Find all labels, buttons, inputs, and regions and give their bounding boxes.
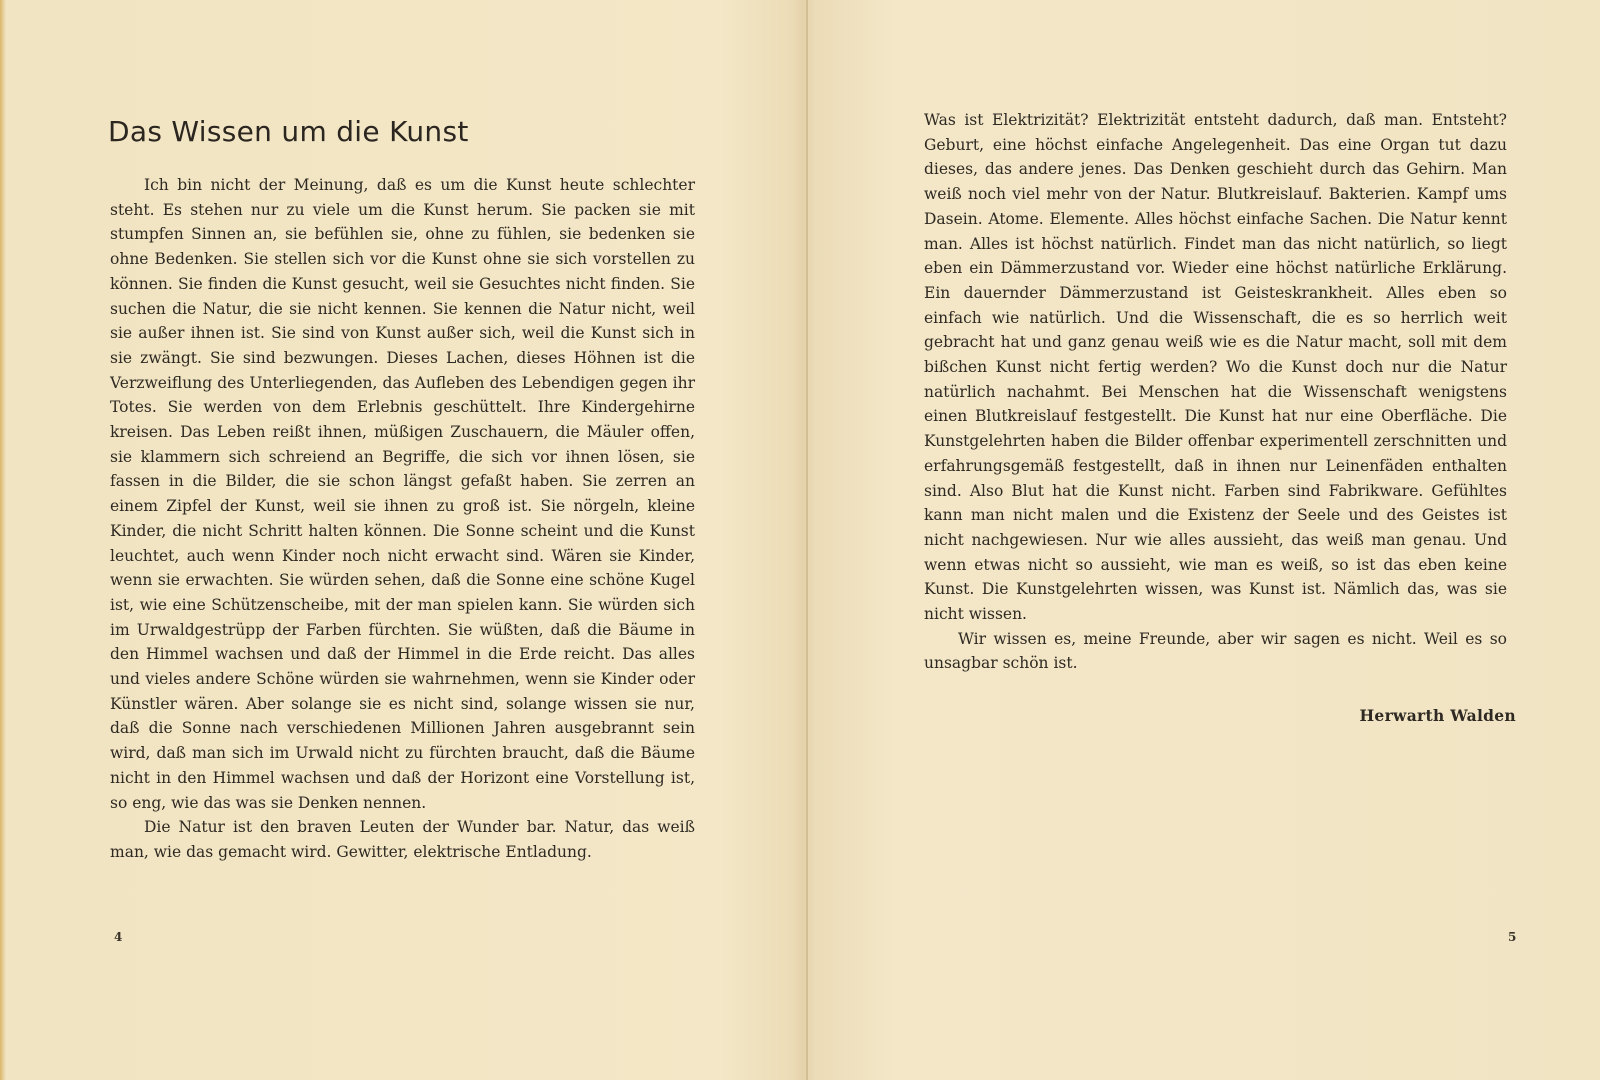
paragraph: Wir wissen es, meine Freunde, aber wir sagen es nicht. Weil es so unsagbar schön ist.: [924, 629, 1507, 673]
paragraph: Die Natur ist den braven Leuten der Wunder bar. Natur, das weiß man, wie das gemacht wird. Gewitter, elektrische Entladung.: [110, 818, 695, 861]
page-title: Das Wissen um die Kunst: [108, 115, 469, 148]
left-page-text: [110, 173, 695, 865]
author-signature: Herwarth Walden: [1359, 706, 1516, 725]
page-number-left: 4: [114, 930, 123, 944]
page-number-right: 5: [1508, 930, 1517, 944]
paragraph: Ich bin nicht der Meinung, daß es um die Kunst heute schlechter steht. Es stehen nur zu viele um die Kunst herum. Sie packen sie mit stumpfen Sinnen an, sie befühlen sie, ohne zu fühlen, sie bedenken sie ohne Bedenken. Sie stellen sich vor die Kunst ohne sie sich vorstellen zu können. Sie finden die Kunst gesucht, weil sie Gesuchtes nicht finden. Sie suchen die Natur, die sie nicht kennen. Sie kennen die Natur nicht, weil sie außer ihnen ist. Sie sind von Kunst außer sich, weil die Kunst sich in sie zwängt. Sie sind bezwungen. Dieses Lachen, dieses Höhnen ist die Verzweiflung des Unterliegenden, das Aufleben des Lebendigen gegen ihr Totes. Sie werden von dem Erlebnis geschüttelt. Ihre Kindergehirne kreisen. Das Leben reißt ihnen, müßigen Zuschauern, die Mäuler offen, sie klammern sich schreiend an Begriffe, die sich vor ihnen lösen, sie fassen in die Bilder, die sie schon längst gefaßt haben. Sie zerren an einem Zipfel der Kunst, weil sie ihnen zu groß ist. Sie nörgeln, kleine Kinder, die nicht Schritt halten können. Die Sonne scheint und die Kunst leuchtet, auch wenn Kinder noch nicht erwacht sind. Wären sie Kinder, wenn sie erwachten. Sie würden sehen, daß die Sonne eine schöne Kugel ist, wie eine Schützenscheibe, mit der man spielen kann. Sie würden sich im Urwaldgestrüpp der Farben fürchten. Sie wüßten, daß die Bäume in den Himmel wachsen und daß der Himmel in die Erde reicht. Das alles und vieles andere Schöne würden sie wahrnehmen, wenn sie Kinder oder Künstler wären. Aber solange sie es nicht sind, solange wissen sie nur, daß die Sonne nach verschiedenen Millionen Jahren ausgebrannt sein wird, daß man sich im Urwald nicht zu fürchten braucht, daß die Bäume nicht in den Himmel wachsen und daß der Horizont eine Vorstellung ist, so eng, wie das was sie Denken nennen.: [110, 176, 695, 812]
paragraph: Was ist Elektrizität? Elektrizität entsteht dadurch, daß man. Entsteht? Geburt, eine höchst einfache Angelegenheit. Das eine Organ tut dazu dieses, das andere jenes. Das Denken geschieht durch das Gehirn. Man weiß noch viel mehr von der Natur. Blutkreislauf. Bakterien. Kampf ums Dasein. Atome. Elemente. Alles höchst einfache Sachen. Die Natur kennt man. Alles ist höchst natürlich. Findet man das nicht natürlich, so liegt eben ein Dämmerzustand vor. Wieder eine höchst natürliche Erklärung. Ein dauernder Dämmerzustand ist Geisteskrankheit. Alles eben so einfach wie natürlich. Und die Wissenschaft, die es so herrlich weit gebracht hat und ganz genau weiß wie es die Natur macht, soll mit dem bißchen Kunst nicht fertig werden? Wo die Kunst doch nur die Natur natürlich nachahmt. Bei Menschen hat die Wissenschaft wenigstens einen Blutkreislauf festgestellt. Die Kunst hat nur eine Oberfläche. Die Kunstgelehrten haben die Bilder offenbar experimentell zerschnitten und erfahrungsgemäß festgestellt, daß in ihnen nur Leinenfäden enthalten sind. Also Blut hat die Kunst nicht. Farben sind Fabrikware. Gefühltes kann man nicht malen und die Existenz der Seele und des Geistes ist nicht nachgewiesen. Nur wie alles aussieht, das weiß man genau. Und wenn etwas nicht so aussieht, wie man es weiß, so ist das eben keine Kunst. Die Kunstgelehrten wissen, was Kunst ist. Nämlich das, was sie nicht wissen.: [924, 111, 1507, 624]
page-edge: [0, 0, 6, 1080]
right-page-text: [924, 108, 1507, 676]
